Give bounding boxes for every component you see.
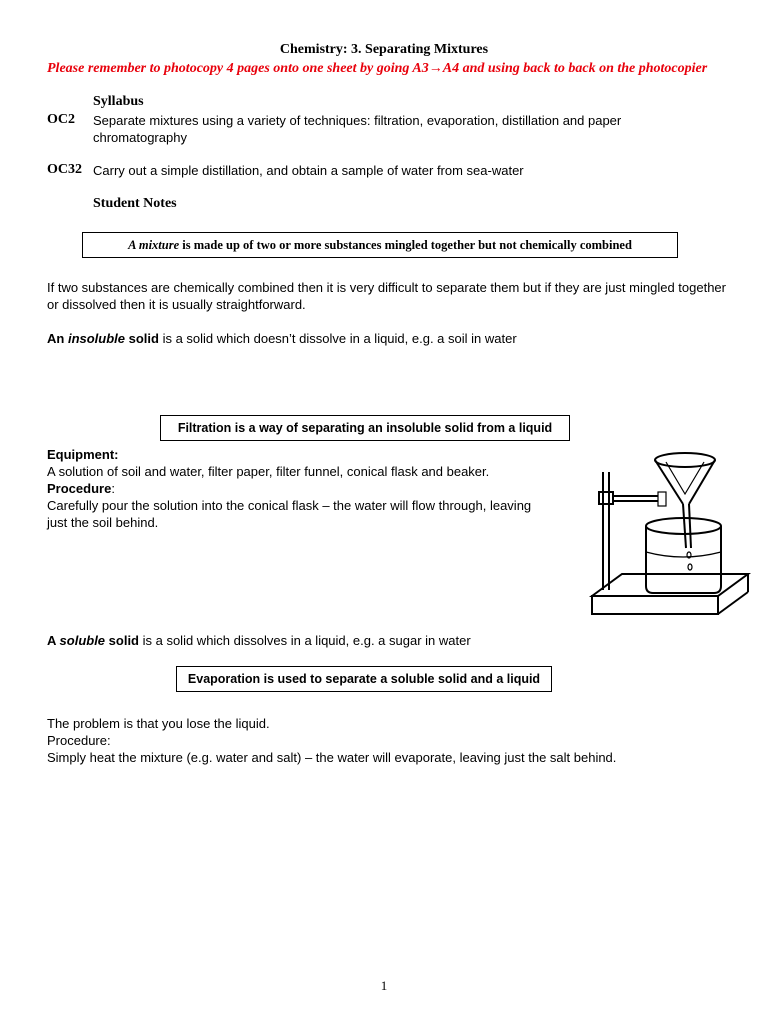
insoluble-definition	[47, 330, 727, 347]
soluble-prefix: A	[47, 633, 60, 648]
combined-paragraph: If two substances are chemically combined then it is very difficult to separate them but if they are just mingled together or dissolved then it is usually straightforward.	[47, 280, 726, 312]
insoluble-prefix: An	[47, 331, 68, 346]
filtration-definition-box: Filtration is a way of separating an insoluble solid from a liquid	[160, 415, 570, 441]
mixture-definition: is made up of two or more substances mingled together but not chemically combined	[179, 238, 632, 252]
evaporation-definition-box: Evaporation is used to separate a soluble solid and a liquid	[176, 666, 552, 692]
student-notes-heading: Student Notes	[93, 196, 177, 211]
problem-text: The problem is that you lose the liquid.	[47, 716, 270, 731]
syllabus-heading: Syllabus	[93, 94, 144, 109]
procedure-text: Carefully pour the solution into the conical flask – the water will flow through, leaving just the soil behind.	[47, 498, 532, 530]
insoluble-rest: is a solid which doesn’t dissolve in a liquid, e.g. a soil in water	[158, 331, 517, 346]
syllabus-text-oc32: Carry out a simple distillation, and obtain a sample of water from sea-water	[93, 163, 524, 178]
mixture-definition-box	[82, 232, 678, 258]
soluble-term: soluble	[59, 633, 106, 648]
syllabus-code-oc32: OC32	[47, 162, 82, 177]
soluble-definition	[47, 632, 727, 649]
mixture-term: A mixture	[128, 238, 180, 252]
soluble-rest: is a solid which dissolves in a liquid, e.g. a sugar in water	[139, 633, 471, 648]
procedure-heading	[47, 480, 115, 497]
filtration-apparatus-illustration	[586, 448, 752, 622]
page-title: Chemistry: 3. Separating Mixtures	[279, 42, 489, 57]
insoluble-term: insoluble	[67, 331, 126, 346]
procedure-label: Procedure	[47, 481, 112, 496]
photocopy-reminder: Please remember to photocopy 4 pages onto one sheet by going A3→A4 and using back to back on the photocopier	[47, 61, 708, 76]
equipment-heading: Equipment:	[47, 447, 119, 462]
syllabus-code-oc2: OC2	[47, 112, 75, 127]
filter-funnel	[655, 453, 715, 467]
soluble-solid-word: solid	[105, 633, 139, 648]
page-number: 1	[380, 978, 388, 993]
procedure-colon: :	[111, 481, 115, 496]
procedure2-heading: Procedure:	[47, 733, 111, 748]
syllabus-text-oc2: Separate mixtures using a variety of techniques: filtration, evaporation, distillation and paper chromatography	[93, 113, 622, 145]
equipment-text: A solution of soil and water, filter paper, filter funnel, conical flask and beaker.	[47, 464, 490, 479]
insoluble-solid-word: solid	[125, 331, 159, 346]
beaker	[646, 526, 721, 593]
procedure2-text: Simply heat the mixture (e.g. water and salt) – the water will evaporate, leaving just the salt behind.	[47, 750, 617, 765]
